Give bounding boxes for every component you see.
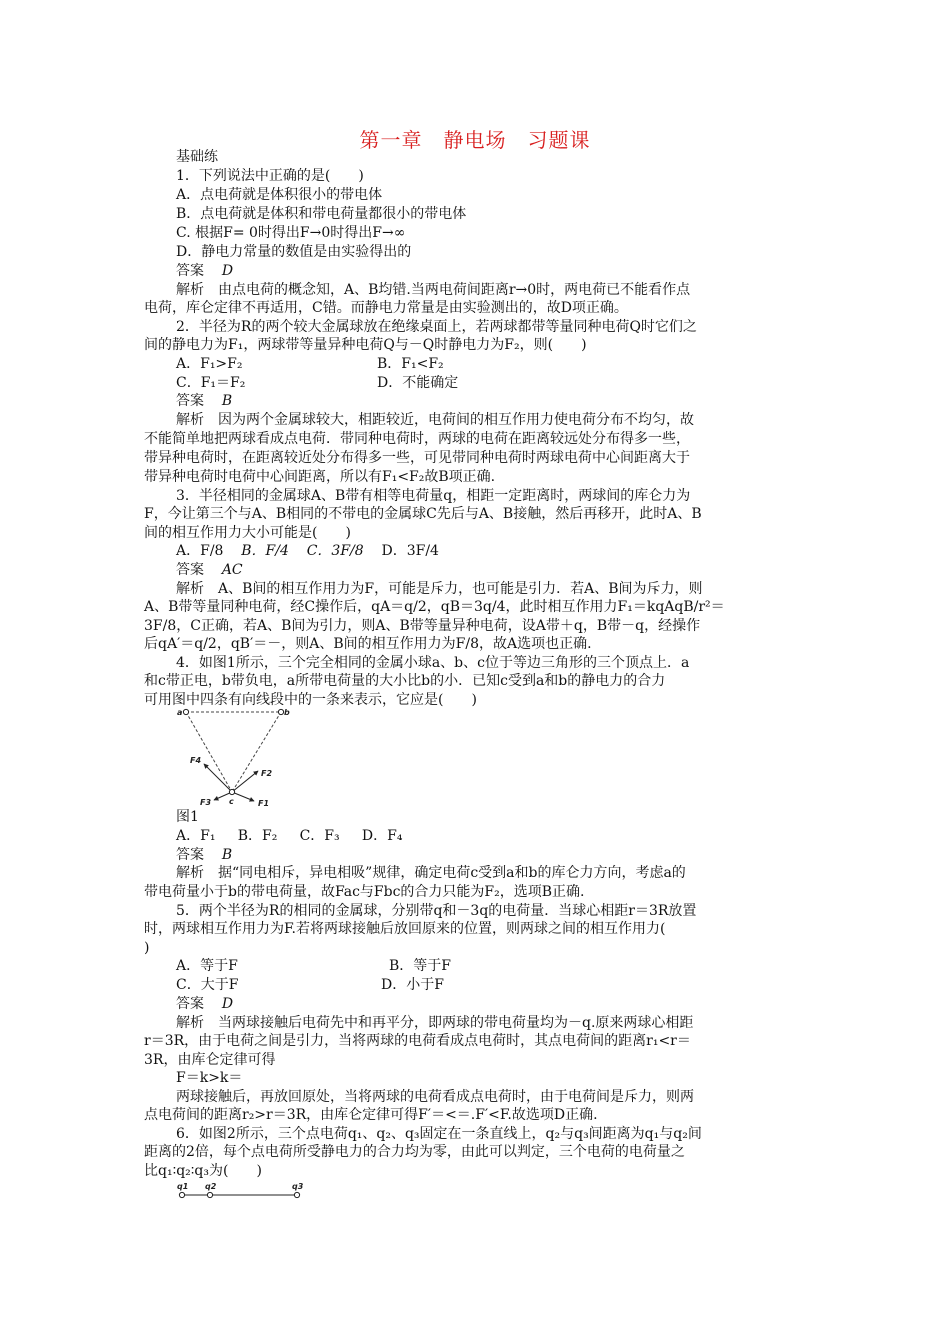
answer-label: 答案 (176, 263, 204, 279)
answer-label: 答案 (176, 393, 204, 409)
q3-option-c: C．3F/8 (306, 543, 364, 559)
q2-analysis-3: 带异种电荷时，在距离较近处分布得多一些，可见带同种电荷时两球电荷中心间距离大于 (144, 450, 690, 466)
q3-answer: AC (221, 562, 243, 578)
q5-analysis-5: 两球接触后，再放回原处，当将两球的电荷看成点电荷时，由于电荷间是斥力，则两 (176, 1089, 694, 1105)
q2-answer-row (176, 392, 232, 410)
q5-stem-3: ) (144, 940, 150, 956)
q1-stem: 1．下列说法中正确的是( ) (176, 168, 364, 184)
q3-answer-row (176, 561, 243, 579)
q4-stem-3: 可用图中四条有向线段中的一条来表示，它应是( ) (144, 692, 477, 708)
q1-answer-row (176, 262, 233, 280)
figure-1-caption: 图1 (176, 809, 199, 825)
fig2-label-q3: q3 (292, 1182, 304, 1191)
q4-option-d: D．F₄ (361, 828, 403, 844)
q1-analysis-2: 电荷，库仑定律不再适用，C错。而静电力常量是由实验测出的，故D项正确。 (144, 300, 628, 316)
q6-stem-2: 距离的2倍，每个点电荷所受静电力的合力均为零，由此可以判定，三个电荷的电荷量之 (144, 1144, 685, 1160)
q2-analysis-1: 解析 因为两个金属球较大，相距较近，电荷间的相互作用力使电荷分布不均匀，故 (176, 412, 694, 428)
figure-2-charges-line (176, 1180, 311, 1202)
q5-option-a: A．等于F (176, 958, 238, 974)
q6-stem-3: 比q₁∶q₂∶q₃为( ) (144, 1163, 262, 1179)
q5-option-d: D．小于F (381, 977, 444, 993)
fig1-label-c: c (229, 797, 234, 806)
q3-analysis-2: A、B带等量同种电荷，经C操作后，qA＝q/2，qB＝3q/4，此时相互作用力F₁＝kqAqB/r²＝ (144, 599, 725, 615)
q1-option-a: A．点电荷就是体积很小的带电体 (176, 187, 383, 203)
fig1-label-b: b (284, 708, 290, 717)
answer-label: 答案 (176, 996, 204, 1012)
q4-option-b: B．F₂ (237, 828, 278, 844)
fig1-label-f3: F3 (200, 798, 212, 807)
q5-answer: D (221, 996, 234, 1012)
q1-analysis-1: 解析 由点电荷的概念知，A、B均错.当两电荷间距离r→0时，两电荷已不能看作点 (176, 282, 691, 298)
q3-option-a: A．F/8 (176, 543, 224, 559)
q3-stem-3: 间的相互作用力大小可能是( ) (144, 525, 351, 541)
fig1-label-f2: F2 (261, 769, 273, 778)
q4-answer: B (221, 847, 233, 863)
q3-analysis-1: 解析 A、B间的相互作用力为F，可能是斥力，也可能是引力．若A、B间为斥力，则 (176, 581, 703, 597)
q3-stem-2: F，今让第三个与A、B相同的不带电的金属球C先后与A、B接触，然后再移开，此时A、B (144, 506, 702, 522)
q2-option-a: A．F₁>F₂ (176, 356, 243, 372)
q1-option-c: C. 根据F= 0时得出F→0时得出F→∞ (176, 225, 406, 241)
fig1-label-f4: F4 (190, 756, 202, 765)
q2-answer: B (221, 393, 233, 409)
q5-analysis-4: F＝k>k＝ (176, 1070, 243, 1086)
q5-option-b: B．等于F (389, 958, 452, 974)
q2-stem-2: 间的静电力为F₁，两球带等量异种电荷Q与－Q时静电力为F₂，则( ) (144, 337, 587, 353)
q4-option-a: A．F₁ (176, 828, 216, 844)
q5-stem-2: 时，两球相互作用力为F.若将两球接触后放回原来的位置，则两球之间的相互作用力( (144, 921, 666, 937)
q4-analysis-2: 带电荷量小于b的带电荷量，故Fac与Fbc的合力只能为F₂，选项B正确. (144, 884, 585, 900)
fig2-label-q1: q1 (177, 1182, 189, 1191)
page-title: 第一章 静电场 习题课 (359, 128, 591, 152)
q5-option-c: C．大于F (176, 977, 239, 993)
q1-option-d: D．静电力常量的数值是由实验得出的 (176, 244, 412, 260)
fig1-label-f1: F1 (258, 799, 270, 808)
q3-option-d: D．3F/4 (381, 543, 439, 559)
q2-option-d: D．不能确定 (377, 375, 459, 391)
q4-stem-2: 和c带正电，b带负电，a所带电荷量的大小比b的小．已知c受到a和b的静电力的合力 (144, 673, 666, 689)
q6-stem-1: 6．如图2所示，三个点电荷q₁、q₂、q₃固定在一条直线上，q₂与q₃间距离为q₁与q₂间 (176, 1126, 702, 1142)
fig2-label-q2: q2 (205, 1182, 217, 1191)
answer-label: 答案 (176, 847, 204, 863)
q2-option-b: B．F₁<F₂ (377, 356, 444, 372)
q5-stem-1: 5．两个半径为R的相同的金属球，分别带q和－3q的电荷量．当球心相距r＝3R放置 (176, 903, 697, 919)
q5-answer-row (176, 995, 233, 1013)
q4-options-row (176, 827, 402, 845)
q3-analysis-4: 后qA′＝q/2，qB′＝－，则A、B间的相互作用力为F/8，故A选项也正确. (144, 636, 592, 652)
figure-1-triangle-diagram (176, 704, 290, 810)
q2-analysis-2: 不能简单地把两球看成点电荷．带同种电荷时，两球的电荷在距离较远处分布得多一些， (144, 431, 690, 447)
q3-options-row (176, 542, 439, 560)
fig1-label-a: a (177, 708, 183, 717)
q3-stem-1: 3．半径相同的金属球A、B带有相等电荷量q，相距一定距离时，两球间的库仑力为 (176, 488, 691, 504)
q4-option-c: C．F₃ (299, 828, 340, 844)
q2-option-c: C．F₁＝F₂ (176, 375, 246, 391)
q5-analysis-3: 3R，由库仑定律可得 (144, 1052, 276, 1068)
q3-option-b: B．F/4 (241, 543, 289, 559)
q5-analysis-2: r＝3R，由于电荷之间是引力，当将两球的电荷看成点电荷时，其点电荷间的距离r₁<r＝ (144, 1033, 691, 1049)
answer-label: 答案 (176, 562, 204, 578)
q5-analysis-6: 点电荷间的距离r₂>r＝3R，由库仑定律可得F′＝<＝.F′<F.故选项D正确. (144, 1107, 598, 1123)
q4-analysis-1: 解析 据“同电相斥，异电相吸”规律，确定电荷c受到a和b的库仑力方向，考虑a的 (176, 865, 686, 881)
q1-option-b: B．点电荷就是体积和带电荷量都很小的带电体 (176, 206, 467, 222)
q4-answer-row (176, 846, 232, 864)
section-heading: 基础练 (176, 149, 218, 165)
q4-stem-1: 4．如图1所示，三个完全相同的金属小球a、b、c位于等边三角形的三个顶点上．a (176, 655, 690, 671)
q5-analysis-1: 解析 当两球接触后电荷先中和再平分，即两球的带电荷量均为－q.原来两球心相距 (176, 1015, 694, 1031)
q3-analysis-3: 3F/8，C正确，若A、B间为引力，则A、B带等量异种电荷，设A带＋q，B带－q，经操作 (144, 618, 701, 634)
q2-stem-1: 2．半径为R的两个较大金属球放在绝缘桌面上，若两球都带等量同种电荷Q时它们之 (176, 319, 697, 335)
q1-answer: D (221, 263, 234, 279)
q2-analysis-4: 带异种电荷时电荷中心间距离，所以有F₁<F₂故B项正确. (144, 469, 496, 485)
